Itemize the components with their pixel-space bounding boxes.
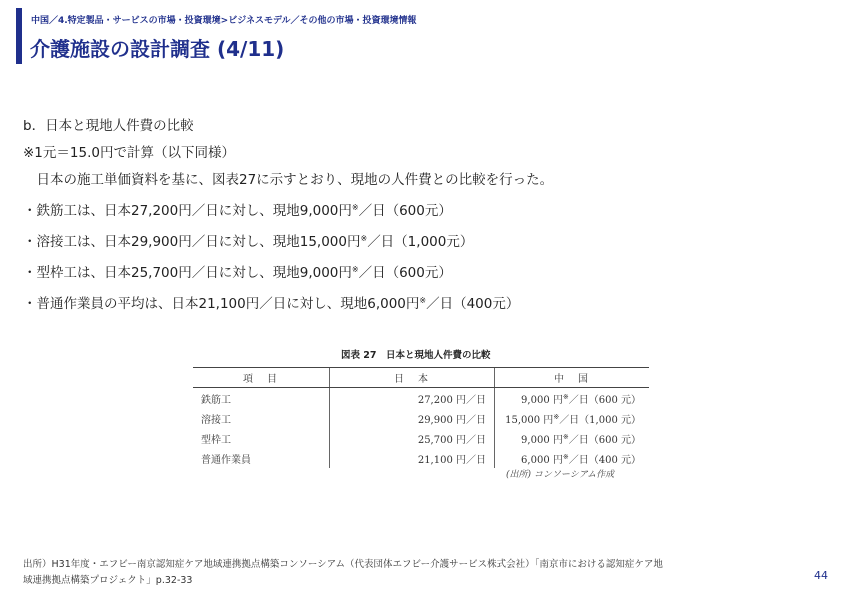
- cell-japan: 29,900 円／日: [330, 408, 495, 428]
- cell-japan: 27,200 円／日: [330, 388, 495, 409]
- cell-china: 9,000 円※／日（600 元）: [521, 432, 641, 446]
- page-title: 介護施設の設計調査 (4/11): [30, 37, 285, 61]
- exchange-rate-note: ※1元＝15.0円で計算（以下同様）: [23, 145, 235, 161]
- wage-comparison-table: [193, 367, 649, 468]
- table-row: [193, 448, 649, 468]
- bullet-item: ・型枠工は、日本25,700円／日に対し、現地9,000円※／日（600元）: [23, 265, 452, 281]
- column-header-china: 中 国: [495, 368, 650, 388]
- intro-paragraph: 日本の施工単価資料を基に、図表27に示すとおり、現地の人件費との比較を行った。: [23, 172, 554, 188]
- page-number: 44: [814, 569, 828, 582]
- table-row: [193, 408, 649, 428]
- cell-china: 9,000 円※／日（600 元）: [521, 392, 641, 406]
- figure-caption: 図表 27 日本と現地人件費の比較: [341, 350, 491, 361]
- cell-item: 型枠工: [193, 428, 330, 448]
- cell-item: 溶接工: [193, 408, 330, 428]
- column-header-japan: 日 本: [330, 368, 495, 388]
- bullet-item: ・普通作業員の平均は、日本21,100円／日に対し、現地6,000円※／日（400元）: [23, 296, 520, 312]
- table-header-row: [193, 368, 649, 388]
- figure-source-note: (出所) コンソーシアム作成: [506, 470, 615, 480]
- section-heading: b．日本と現地人件費の比較: [23, 118, 194, 134]
- footer-source: [23, 557, 783, 589]
- cell-japan: 25,700 円／日: [330, 428, 495, 448]
- bullet-item: ・溶接工は、日本29,900円／日に対し、現地15,000円※／日（1,000元）: [23, 234, 474, 250]
- cell-japan: 21,100 円／日: [330, 448, 495, 468]
- column-header-item: 項 目: [193, 368, 330, 388]
- breadcrumb: 中国／4.特定製品・サービスの市場・投資環境>ビジネスモデル／その他の市場・投資環境情報: [31, 16, 417, 26]
- table-row: [193, 428, 649, 448]
- cell-china: 6,000 円※／日（400 元）: [521, 452, 641, 466]
- footer-source-line: 域連携拠点構築プロジェクト」p.32-33: [23, 575, 193, 586]
- title-accent-bar: [16, 8, 22, 64]
- body-text: [23, 113, 823, 318]
- cell-item: 鉄筋工: [193, 388, 330, 409]
- cell-china: 15,000 円※／日（1,000 元）: [505, 412, 641, 426]
- table-row: [193, 388, 649, 409]
- cell-item: 普通作業員: [193, 448, 330, 468]
- bullet-item: ・鉄筋工は、日本27,200円／日に対し、現地9,000円※／日（600元）: [23, 203, 452, 219]
- footer-source-line: 出所）H31年度・エフビー南京認知症ケア地域連携拠点構築コンソーシアム（代表団体エフビー介護サービス株式会社）「南京市における認知症ケア地: [23, 559, 663, 570]
